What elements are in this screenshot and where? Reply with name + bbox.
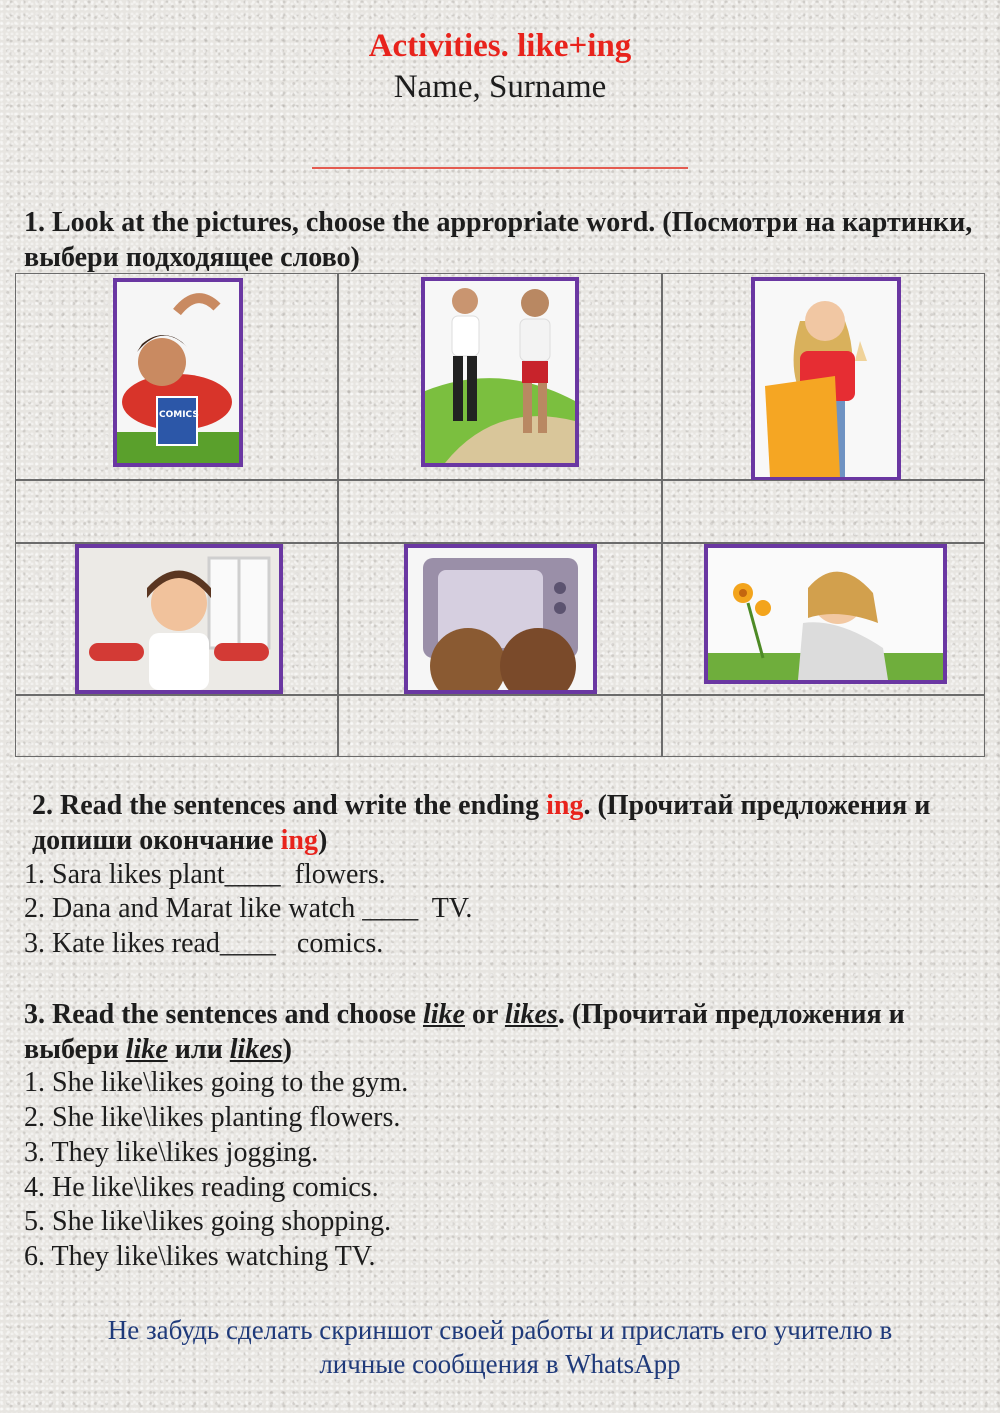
- task3-sentence[interactable]: 4. He like\likes reading comics.: [24, 1172, 379, 1203]
- like-word: like: [423, 999, 465, 1030]
- picture-cell: [15, 273, 338, 480]
- planting-flowers-photo: [704, 544, 947, 684]
- task3-heading: [24, 997, 984, 1067]
- task3-heading-text: or: [465, 999, 505, 1030]
- task2-heading: [32, 788, 992, 858]
- answer-cell[interactable]: [15, 695, 338, 757]
- page-subtitle: Name, Surname: [393, 69, 607, 105]
- shopping-photo: [751, 277, 901, 481]
- footer-note-line1: Не забудь сделать скриншот своей работы и прислать его учителю в: [107, 1315, 893, 1345]
- task2-heading-text: ): [317, 825, 328, 856]
- footer-note-line2: личные сообщения в WhatsApp: [319, 1349, 681, 1379]
- task1-heading: 1. Look at the pictures, choose the appropriate word. (Посмотри на картинки, выбери подходящее слово): [24, 207, 973, 273]
- task3-sentence[interactable]: 2. She like\likes planting flowers.: [24, 1102, 401, 1133]
- task2-heading-text: 2. Read the sentences and write the ending: [32, 790, 547, 821]
- name-answer-line[interactable]: [312, 167, 688, 169]
- gym-photo: [75, 544, 283, 694]
- watching-tv-photo: [404, 544, 597, 694]
- picture-grid: [15, 273, 985, 757]
- comics-label: COMICS: [159, 410, 199, 420]
- picture-row-2: [15, 543, 985, 695]
- task3-heading-text: ): [282, 1034, 292, 1065]
- task3-sentence[interactable]: 5. She like\likes going shopping.: [24, 1206, 392, 1237]
- task3-heading-text: или: [167, 1034, 230, 1065]
- picture-cell: [338, 273, 662, 480]
- ing-highlight: ing: [546, 790, 584, 821]
- task2-sentence[interactable]: 3. Kate likes read____ comics.: [24, 928, 384, 959]
- ing-highlight: ing: [280, 825, 318, 856]
- page-title: Activities. like+ing: [368, 28, 632, 64]
- likes-word: likes: [504, 999, 558, 1030]
- task3-sentence[interactable]: 3. They like\likes jogging.: [24, 1137, 319, 1168]
- task3-sentence[interactable]: 1. She like\likes going to the gym.: [24, 1067, 409, 1098]
- task2-sentence[interactable]: 1. Sara likes plant____ flowers.: [24, 859, 386, 890]
- answer-cell[interactable]: [338, 695, 662, 757]
- answer-row-1: [15, 480, 985, 543]
- picture-cell: [662, 273, 985, 480]
- answer-row-2: [15, 695, 985, 757]
- answer-cell[interactable]: [662, 480, 985, 543]
- picture-cell: [338, 543, 662, 695]
- task3-sentence[interactable]: 6. They like\likes watching TV.: [24, 1241, 376, 1272]
- answer-cell[interactable]: [15, 480, 338, 543]
- task3-heading-text: . (Прочитай предложения и выбери: [24, 999, 905, 1065]
- answer-cell[interactable]: [338, 480, 662, 543]
- picture-cell: [662, 543, 985, 695]
- likes-word: likes: [229, 1034, 283, 1065]
- picture-cell: [15, 543, 338, 695]
- like-word: like: [125, 1034, 168, 1065]
- answer-cell[interactable]: [662, 695, 985, 757]
- jogging-photo: [421, 277, 579, 467]
- task3-heading-text: 3. Read the sentences and choose: [24, 999, 423, 1030]
- picture-row-1: [15, 273, 985, 480]
- task2-heading-text: . (Прочитай предложения и допиши окончание: [32, 790, 931, 856]
- reading-comics-photo: [113, 278, 243, 467]
- task2-sentence[interactable]: 2. Dana and Marat like watch ____ TV.: [24, 893, 473, 924]
